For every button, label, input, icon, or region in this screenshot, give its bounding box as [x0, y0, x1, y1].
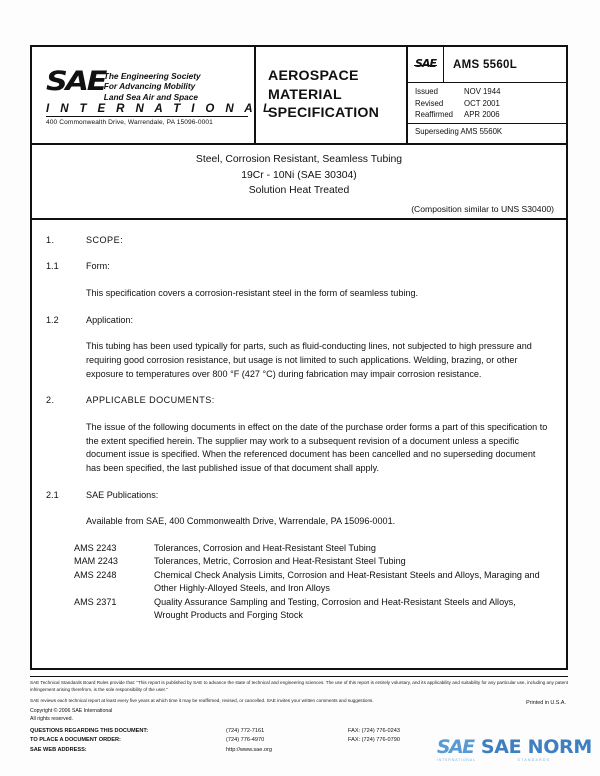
sae-tagline-line3: Land Sea Air and Space [103, 91, 199, 102]
contact-phone-order: (724) 776-4970 [226, 737, 265, 744]
contact-phone-questions: (724) 772-7161 [226, 728, 265, 735]
spec-title-line3: Solution Heat Treated [248, 185, 350, 197]
section-2-1-number: 2.1 [46, 489, 59, 500]
reference-description: Tolerances, Corrosion and Heat-Resistant Steel Tubing [154, 542, 376, 553]
document-body [32, 220, 566, 639]
section-1-2-title: Application: [86, 314, 134, 325]
copyright-text: Copyright © 2006 SAE International [30, 708, 113, 715]
contact-label-web: SAE WEB ADDRESS: [30, 746, 87, 753]
document-type-line3: SPECIFICATION [268, 105, 380, 122]
reference-code: AMS 2243 [74, 542, 117, 553]
superseding-note: Superseding AMS 5560K [408, 123, 566, 143]
copyright-block [30, 707, 568, 723]
section-2-title: APPLICABLE DOCUMENTS: [86, 395, 215, 406]
sae-norm-watermark [437, 738, 592, 762]
date-value-revised: OCT 2001 [464, 98, 500, 108]
date-label-revised: Revised [415, 98, 444, 108]
section-1-2-text-block [86, 340, 552, 381]
date-label-reaffirmed: Reaffirmed [415, 110, 453, 120]
composition-note: (Composition similar to UNS S30400) [411, 203, 554, 214]
date-value-issued: NOV 1944 [464, 87, 501, 96]
date-row-reaffirmed [415, 109, 566, 121]
list-item [74, 596, 552, 623]
watermark-mark-group [437, 738, 476, 762]
reference-document-list [74, 542, 552, 623]
section-1-1-title: Form: [86, 261, 110, 272]
printed-in-text: Printed in U.S.A. [526, 700, 566, 706]
section-2-text-block [86, 421, 552, 476]
ams-number-row [408, 47, 566, 83]
sae-watermark-icon: SAE [436, 736, 474, 758]
ams-number: AMS 5560L [453, 58, 518, 71]
disclaimer-text-2: SAE reviews each technical report at least every five years at which time it may be reaffirmed, revised, or cancelled. SAE invites your written comments and suggestions. [30, 697, 374, 703]
section-1-2-text: This tubing has been used typically for parts, such as fluid-conducting lines, not subjected to high pressure and requiring good corrosion resistance, but usage is not limited to such applications. Welding, brazing, or other exposure to temperatures over 800 °F (427 °C) during fabrication may impair corrosion resistance. [86, 341, 532, 379]
section-1-2-application [46, 314, 552, 328]
section-1-number: 1. [46, 234, 55, 245]
sae-address: 400 Commonwealth Drive, Warrendale, PA 15096-0001 [46, 119, 213, 127]
reference-description: Tolerances, Metric, Corrosion and Heat-Resistant Steel Tubing [154, 556, 406, 567]
section-1-scope [46, 234, 552, 248]
watermark-text: SAE NORM [480, 736, 592, 758]
contact-label-questions: QUESTIONS REGARDING THIS DOCUMENT: [30, 728, 149, 735]
list-item [74, 569, 552, 596]
list-item [74, 542, 552, 555]
document-meta-block [408, 47, 566, 143]
watermark-mark-sub: INTERNATIONAL [436, 758, 476, 762]
document-type-block [256, 47, 408, 143]
disclaimer-text-1: SAE Technical Standards Board Rules provide that: "This report is published by SAE to advance the state of technical and engineering sciences. The use of this report is entirely voluntary, and its applicability and suitability for any particular use, including any patent infringement arising therefrom, is the sole responsibility of the user." [30, 680, 568, 693]
reference-description: Quality Assurance Sampling and Testing, Corrosion and Heat-Resistant Steels and Alloys, Wrought Products and Forging Stock [154, 596, 516, 621]
sae-badge-icon: SAE [408, 47, 444, 82]
list-item [74, 555, 552, 568]
section-1-1-text-block [86, 287, 552, 301]
section-2-1-sae-publications [46, 489, 552, 503]
sae-logo-mark: SAE [46, 65, 106, 97]
section-1-1-text: This specification covers a corrosion-resistant steel in the form of seamless tubing. [86, 288, 419, 299]
section-1-1-number: 1.1 [46, 261, 59, 272]
section-2-text: The issue of the following documents in effect on the date of the purchase order forms a part of this specification to the extent specified herein. The supplier may work to a subsequent revision of a document unless a specific document issue is specified. When the referenced document has been cancelled and no superseding document has been specified, the last published issue of that document shall apply. [86, 421, 548, 473]
section-2-number: 2. [46, 395, 55, 406]
date-value-reaffirmed: APR 2006 [464, 110, 500, 120]
specification-title-block [32, 145, 566, 220]
document-type-line1: AEROSPACE [268, 67, 359, 84]
contact-fax-questions: FAX: (724) 776-0243 [348, 728, 400, 735]
spec-title-line2: 19Cr - 10Ni (SAE 30304) [241, 169, 357, 181]
sae-tagline-line1: The Engineering Society [103, 70, 201, 81]
date-label-issued: Issued [415, 87, 438, 96]
section-2-1-availability-block [86, 515, 552, 529]
contact-fax-order: FAX: (724) 776-0790 [348, 737, 400, 744]
section-1-title: SCOPE: [86, 234, 124, 245]
contact-label-order: TO PLACE A DOCUMENT ORDER: [30, 737, 121, 744]
section-2-1-availability: Available from SAE, 400 Commonwealth Drive, Warrendale, PA 15096-0001. [86, 516, 396, 527]
date-row-revised [415, 98, 566, 110]
revision-dates [408, 83, 566, 123]
sae-tagline [104, 70, 201, 102]
watermark-text-group [476, 738, 592, 762]
sae-international-label: I N T E R N A T I O N A L [46, 103, 275, 116]
contact-web-address[interactable]: http://www.sae.org [226, 746, 273, 753]
rights-reserved-text: All rights reserved. [30, 716, 73, 723]
reference-description: Chemical Check Analysis Limits, Corrosion and Heat-Resistant Steels and Alloys, Maraging and Other Highly-Alloyed Steels, and Iron Alloys [154, 569, 540, 594]
reference-code: MAM 2243 [74, 556, 118, 567]
section-1-2-number: 1.2 [46, 314, 59, 325]
sae-logo-block [32, 47, 275, 143]
section-1-1-form [46, 260, 552, 274]
section-2-1-title: SAE Publications: [86, 489, 159, 500]
reference-code: AMS 2248 [74, 569, 117, 580]
sae-tagline-line2: For Advancing Mobility [103, 81, 196, 92]
reference-code: AMS 2371 [74, 596, 117, 607]
document-header [32, 47, 566, 145]
section-2-applicable-documents [46, 394, 552, 408]
document-type-line2: MATERIAL [268, 86, 342, 103]
watermark-text-sub: STANDARDS [517, 758, 551, 762]
spec-title-line1: Steel, Corrosion Resistant, Seamless Tubing [195, 154, 403, 165]
disclaimer-block [30, 676, 568, 704]
document-frame [30, 45, 568, 670]
date-row-issued [415, 86, 566, 98]
